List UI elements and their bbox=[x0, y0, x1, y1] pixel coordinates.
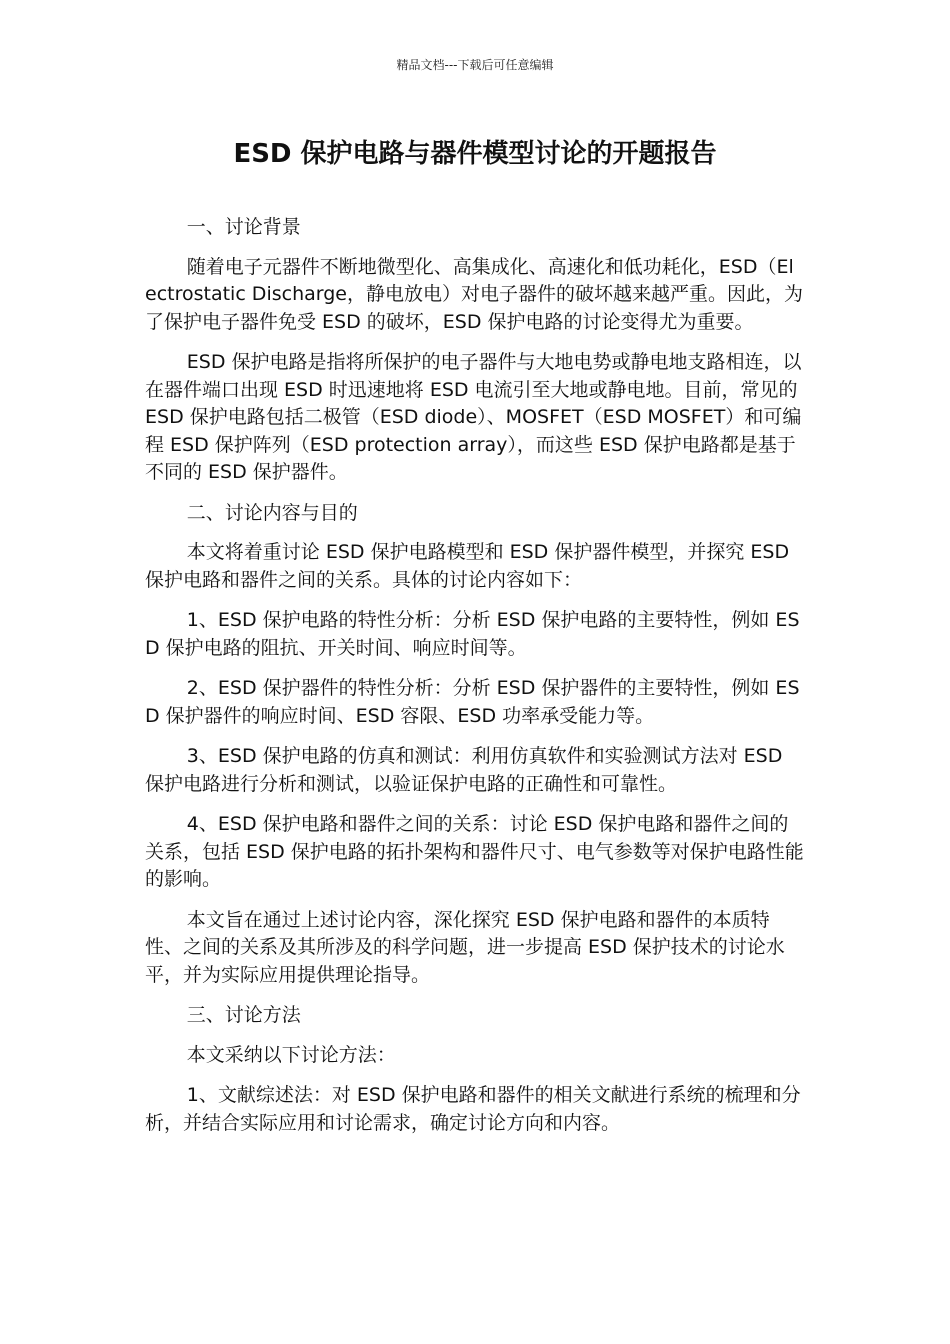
document-body bbox=[145, 214, 805, 1150]
section-heading-method: 三、讨论方法 bbox=[186, 1004, 301, 1026]
list-item-content-4: 4、ESD 保护电路和器件之间的关系：讨论 ESD 保护电路和器件之间的关系，包括 ESD 保护电路的拓扑架构和器件尺寸、电气参数等对保护电路性能的影响。 bbox=[145, 813, 804, 890]
list-item-content-3: 3、ESD 保护电路的仿真和测试：利用仿真软件和实验测试方法对 ESD 保护电路进行分析和测试，以验证保护电路的正确性和可靠性。 bbox=[145, 745, 783, 795]
list-item-method-1: 1、文献综述法：对 ESD 保护电路和器件的相关文献进行系统的梳理和分析，并结合实际应用和讨论需求，确定讨论方向和内容。 bbox=[145, 1084, 801, 1134]
paragraph-method-intro: 本文采纳以下讨论方法： bbox=[186, 1043, 396, 1066]
section-heading-background: 一、讨论背景 bbox=[186, 216, 301, 238]
section-heading-content: 二、讨论内容与目的 bbox=[186, 501, 358, 524]
paragraph-background-2: ESD 保护电路是指将所保护的电子器件与大地电势或静电地支路相连，以在器件端口出现 ESD 时迅速地将 ESD 电流引至大地或静电地。目前，常见的 ESD 保护电路包括二极管（ESD diode）、MOSFET（ESD MOSFET）和可编程 ESD 保护阵列（ESD protection array），而这些 ESD 保护电路都是基于不同的 ESD 保护器件。 bbox=[145, 351, 802, 483]
paragraph-content-intro: 本文将着重讨论 ESD 保护电路模型和 ESD 保护器件模型，并探究 ESD 保护电路和器件之间的关系。具体的讨论内容如下： bbox=[145, 541, 790, 591]
page-header: 精品文档---下载后可任意编辑 bbox=[396, 58, 554, 72]
list-item-content-2: 2、ESD 保护器件的特性分析：分析 ESD 保护器件的主要特性，例如 ESD 保护器件的响应时间、ESD 容限、ESD 功率承受能力等。 bbox=[145, 677, 800, 727]
paragraph-background-1: 随着电子元器件不断地微型化、高集成化、高速化和低功耗化，ESD（Electrostatic Discharge，静电放电）对电子器件的破坏越来越严重。因此，为了保护电子器件免受 ESD 的破坏，ESD 保护电路的讨论变得尤为重要。 bbox=[145, 255, 803, 333]
paragraph-content-goal: 本文旨在通过上述讨论内容，深化探究 ESD 保护电路和器件的本质特性、之间的关系及其所涉及的科学问题，进一步提高 ESD 保护技术的讨论水平，并为实际应用提供理论指导。 bbox=[145, 908, 785, 986]
document-title: ESD 保护电路与器件模型讨论的开题报告 bbox=[233, 139, 717, 169]
list-item-content-1: 1、ESD 保护电路的特性分析：分析 ESD 保护电路的主要特性，例如 ESD 保护电路的阻抗、开关时间、响应时间等。 bbox=[145, 609, 800, 659]
